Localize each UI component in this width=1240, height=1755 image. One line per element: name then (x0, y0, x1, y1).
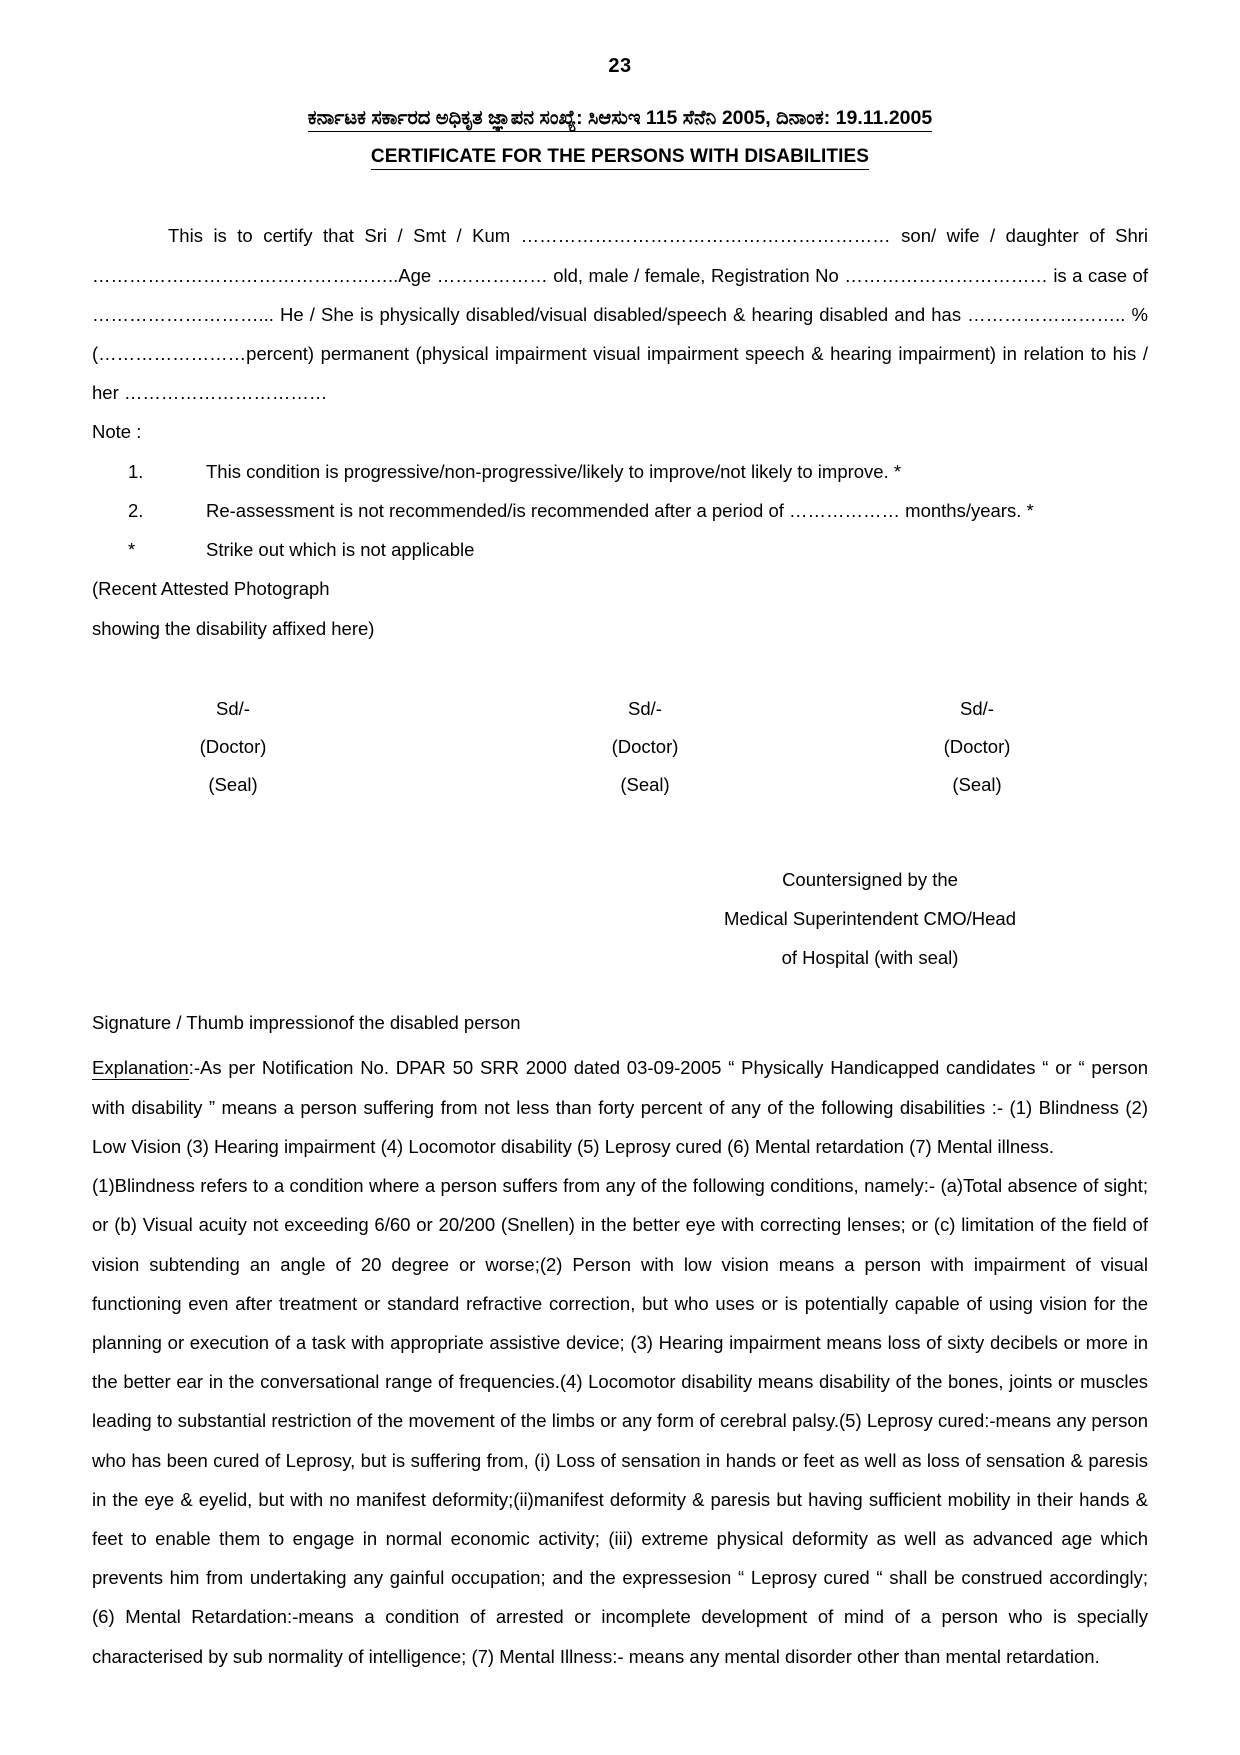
list-item (92, 452, 1148, 491)
note-marker: * (128, 539, 136, 561)
certificate-body (92, 216, 1148, 647)
signature-seal: (Seal) (620, 773, 670, 795)
disabled-person-signature-line: Signature / Thumb impressionof the disabled person (92, 1012, 521, 1034)
explanation-paragraph-2: (1)Blindness refers to a condition where a person suffers from any of the following conditions, namely:- (a)Total absence of sight; or (b) Visual acuity not exceeding 6/60 or 20/200 (Snellen) in the better eye with correcting lenses; or (c) limitation of the field of vision subtending an angle of 20 degree or worse;(2) Person with low vision means a person with impairment of visual functioning even after treatment or standard refractive correction, but who uses or is potentially capable of using vision for the planning or execution of a task with appropriate assistive device; (3) Hearing impairment means loss of sixty decibels or more in the better ear in the conversational range of frequencies.(4) Locomotor disability means disability of the bones, joints or muscles leading to substantial restriction of the movement of the limbs or any form of cerebral palsy.(5) Leprosy cured:-means any person who has been cured of Leprosy, but is suffering from, (i) Loss of sensation in hands or feet as well as loss of sensation & paresis in the eye & eyelid, but with no manifest deformity;(ii)manifest deformity & paresis but having sufficient mobility in their hands & feet to enable them to engage in normal economic activity; (iii) extreme physical deformity as well as advanced age which prevents him from undertaking any gainful occupation; and the expressesion “ Leprosy cured “ shall be construed accordingly; (6) Mental Retardation:-means a condition of arrested or incomplete development of mind of a person who is specially characterised by sub normality of intelligence; (7) Mental Illness:- means any mental disorder other than mental retardation. (92, 1175, 1148, 1667)
note-text: This condition is progressive/non-progressive/likely to improve/not likely to improve. * (206, 460, 902, 482)
signature-seal: (Seal) (952, 773, 1002, 795)
note-marker: 2. (128, 499, 144, 521)
certificate-title-text: CERTIFICATE FOR THE PERSONS WITH DISABILITIES (371, 146, 869, 170)
photo-affix-note-line-2: showing the disability affixed here) (92, 617, 375, 639)
explanation-paragraph-1-text: :-As per Notification No. DPAR 50 SRR 2000 dated 03-09-2005 “ Physically Handicapped candidates “ or “ person with disability ” means a person suffering from not less than forty percent of any of the following disabilities :- (1) Blindness (2) Low Vision (3) Hearing impairment (4) Locomotor disability (5) Leprosy cured (6) Mental retardation (7) Mental illness. (92, 1057, 1148, 1157)
certificate-title (92, 146, 1148, 170)
doctor-signature-block-2 (504, 690, 796, 804)
explanation-section (92, 1048, 1148, 1676)
page-number: 23 (608, 55, 632, 77)
note-list (92, 452, 1148, 570)
doctor-signature-block-3 (796, 690, 1148, 804)
signature-seal: (Seal) (208, 773, 258, 795)
signature-sd: Sd/- (216, 697, 250, 719)
note-text: Re-assessment is not recommended/is recommended after a period of ……………… months/years. * (206, 499, 1034, 521)
signature-role: (Doctor) (943, 735, 1011, 757)
photo-affix-note-line-1: (Recent Attested Photograph (92, 578, 330, 600)
explanation-label: Explanation (92, 1057, 189, 1079)
list-item (92, 530, 1148, 569)
list-item (92, 491, 1148, 530)
doctor-signature-row (92, 690, 1148, 804)
note-label: Note : (92, 421, 142, 443)
doctor-signature-block-1 (92, 690, 504, 804)
explanation-paragraph-1 (92, 1048, 1148, 1166)
signature-role: (Doctor) (199, 735, 267, 757)
note-text: Strike out which is not applicable (206, 539, 475, 561)
signature-sd: Sd/- (960, 697, 994, 719)
countersign-line-2: Medical Superintendent CMO/Head (723, 907, 1017, 929)
kannada-memo-text: ಕರ್ನಾಟಕ ಸರ್ಕಾರದ ಅಧಿಕೃತ ಜ್ಞಾಪನ ಸಂಖ್ಯೆ: ಸಿಆಸುಇ 115 ಸೆನೆನಿ 2005, ದಿನಾಂಕ: 19.11.2005 (308, 106, 932, 132)
note-marker: 1. (128, 460, 144, 482)
countersign-line-3: of Hospital (with seal) (781, 946, 959, 968)
countersign-line-1: Countersigned by the (782, 868, 958, 890)
certify-paragraph: This is to certify that Sri / Smt / Kum …………………………………………………… son/ wife / daughter of Shri …………………………………………..Age ……………… old, male / female, Registration No …………………………… is a case of ………………………... He / She is physically disabled/visual disabled/speech & hearing disabled and has …………………….. % (……………………percent) permanent (physical impairment visual impairment speech & hearing impairment) in relation to his / her …………………………… (92, 225, 1148, 404)
kannada-memo-line (92, 106, 1148, 132)
signature-role: (Doctor) (611, 735, 679, 757)
countersign-block (92, 860, 1148, 978)
signature-sd: Sd/- (628, 697, 662, 719)
